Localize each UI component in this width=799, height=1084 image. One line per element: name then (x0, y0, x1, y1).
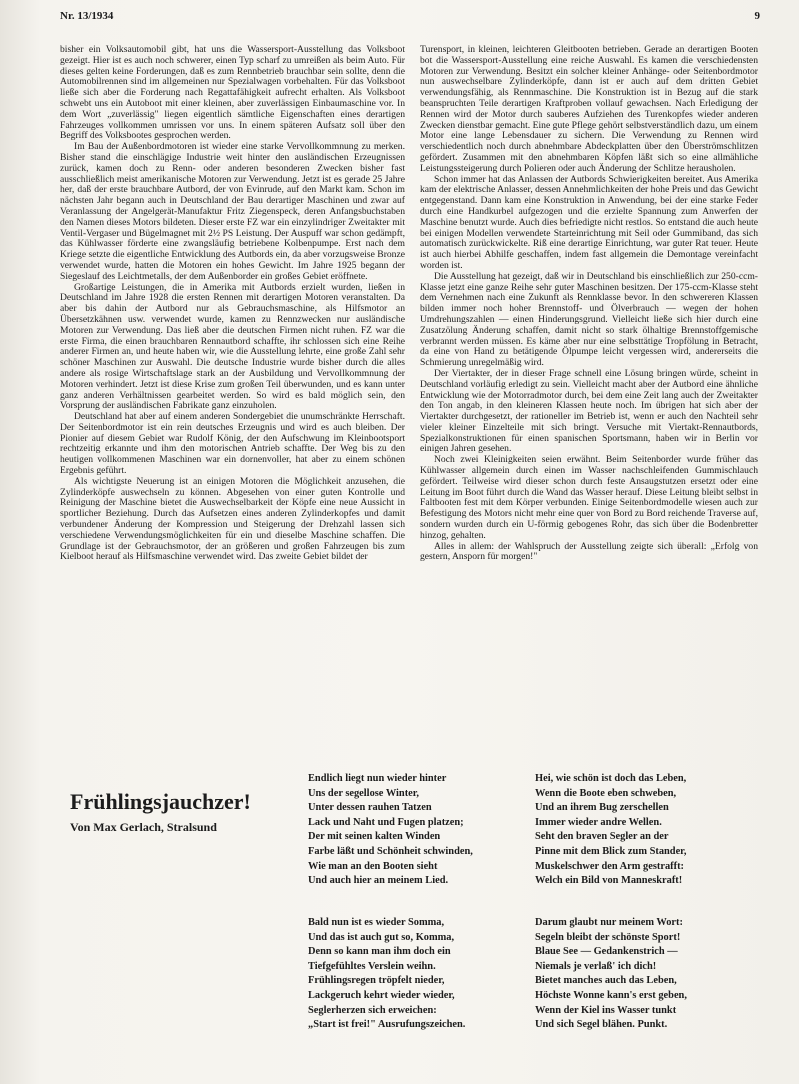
page-header (60, 10, 760, 26)
paragraph: bisher ein Volksautomobil gibt, hat uns die Wassersport-Ausstellung das Volksboot gezeigt. Hier ist es auch noch schwerer, einen Typ scharf zu umreißen als beim Auto. Für dieses gelten keine Forderungen, daß es zum Rennbetrieb brauchbar sein sollte, denn die Automobilrennen sind im allgemeinen nur Spezialwagen vorbehalten. Für das Volksboot ließe sich aber die Forderung nach Regattafähigkeit aufrecht erhalten. Als Volksboot schwebt uns ein Autoboot mit einer kleinen, aber zuverlässigen Einbaumaschine vor. In dem Wort „zuverlässig" liegen eigentlich sämtliche Eigenschaften eines derartigen Fahrzeuges vollkommen umrissen vor uns. In einem späteren Aufsatz soll über den Begriff des Volksbootes gesprochen werden. (60, 45, 405, 142)
paragraph: Noch zwei Kleinigkeiten seien erwähnt. Beim Seitenborder wurde früher das Kühlwasser allgemein durch einen im Wasser nachschleifenden Gummischlauch gefördert. Teilweise wird dieser schon durch feste Ansaugstutzen ersetzt oder eine Leitung im Boot führt durch die Wand das Wasser herauf. Diese Leitung bleibt selbst in Faltbooten fest mit dem Körper verbunden. Einige Seitenbordmodelle wiesen auch zur Befestigung des Motors nicht mehr eine quer von Bord zu Bord reichende Traverse auf, sondern wurden durch ein U-förmig gebogenes Rohr, das sich über die Bodenbretter hinzog, gehalten. (420, 454, 758, 541)
paragraph: Alles in allem: der Wahlspruch der Ausstellung zeigte sich überall: „Erfolg von gestern, Ansporn für morgen!" (420, 540, 758, 563)
poem-line: Blaue See — Gedankenstrich — (535, 946, 678, 958)
poem-line: Und das ist auch gut so, Komma, (308, 931, 455, 943)
poem-line: Unter dessen rauhen Tatzen (308, 802, 432, 814)
poem-line: Höchste Wonne kann's erst geben, (535, 989, 687, 1001)
poem-line: Lack und Naht und Fugen platzen; (308, 816, 464, 828)
poem-line: Seht den braven Segler an der (535, 831, 669, 843)
poem-stanza (308, 916, 465, 1033)
poem-line: Darum glaubt nur meinem Wort: (535, 917, 683, 928)
poem-stanza (535, 772, 686, 889)
poem-line: Denn so kann man ihm doch ein (308, 946, 451, 958)
issue-number: Nr. 13/1934 (60, 10, 114, 22)
poem-stanza (308, 772, 473, 889)
poem-line: Farbe läßt und Schönheit schwinden, (308, 845, 473, 857)
article-column-left (60, 45, 405, 760)
paragraph: Turensport, in kleinen, leichteren Gleitbooten betrieben. Gerade an derartigen Booten bot die Wassersport-Ausstellung eine reiche Auswahl. Es kamen die verschiedensten Motoren zur Verwendung. Besitzt ein solcher kleiner Anhänge- oder Seitenbordmotor nun auswechselbare Zylinderköpfe, dann ist er auch auf dem dritten Gebiet verwendungsfähig, als Rennmaschine. Die Konstruktion ist in Bezug auf die stark beanspruchten Teile derartigen Kraftproben vollauf gewachsen. Nach Erledigung der Rennen wird der Motor durch sauberes Aufziehen des Turenkopfes wieder anderen Zwecken dienstbar gemacht. Eine gute Pflege gehört selbstverständlich dazu, um einem Motor eine lange Lebensdauer zu sichern. Die Verwendung zu Rennen wird verschiedentlich noch durch abnehmbare Abdeckplatten über den Überströmschlitzen gefördert. Zusammen mit den abnehmbaren Köpfen läßt sich so eine allmähliche Leistungssteigerung durch Polieren oder auch Änderung der Schlitze herausholen. (420, 45, 758, 174)
poem-line: „Start ist frei!" Ausrufungszeichen. (308, 1019, 466, 1031)
poem-line: Muskelschwer den Arm gestrafft: (535, 860, 684, 872)
poem-line: Lackgeruch kehrt wieder wieder, (308, 989, 455, 1001)
paragraph: Als wichtigste Neuerung ist an einigen Motoren die Möglichkeit anzusehen, die Zylinderköpfe auswechseln zu können. Abgesehen von einer guten Kontrolle und Reinigung der Maschine bietet die Auswechselbarkeit der Köpfe eine neue Aussicht in sportlicher Beziehung. Durch das Aufsetzen eines anderen Zylinderkopfes und damit verbundener Änderung der Kompression und Steigerung der Drehzahl lassen sich verschiedene Verwendungsmöglichkeiten für ein und dieselbe Maschine schaffen. Die Grundlage ist der Gebrauchsmotor, der an größeren und großen Fahrzeugen bis zum Kielboot herauf als Hilfsmaschine verwendet wird. Das zweite Gebiet bildet der (60, 475, 405, 563)
poem-author: Von Max Gerlach, Stralsund (70, 820, 217, 834)
poem-line: Hei, wie schön ist doch das Leben, (535, 773, 687, 784)
paragraph: Schon immer hat das Anlassen der Autbords Schwierigkeiten bereitet. Aus Amerika kam der elektrische Anlasser, dessen Annehmlichkeiten der hohe Preis und das Gewicht entgegenstand. Dann kam eine Konstruktion in Anwendung, bei der eine starke Feder durch eine Handkurbel aufgezogen und die erzielte Spannung zum Anwerfen der Maschine benutzt wurde. Auch dies befriedigte nicht restlos. So entstand die auch heute bei einigen Modellen verwendete Starteinrichtung mit Seil oder Gummiband, das sich automatisch zurückwickelte. Riß eine derartige Einrichtung, war guter Rat teuer. Heute ist auch hierbei Abhilfe geschaffen, indem fast allgemein die Demontage vereinfacht worden ist. (420, 173, 758, 271)
poem-line: Immer wieder andre Wellen. (535, 816, 662, 828)
poem-line: Bietet manches auch das Leben, (535, 975, 677, 987)
poem-stanza (535, 916, 687, 1033)
poem-line: Wie man an den Booten sieht (308, 860, 438, 872)
paragraph: Die Ausstellung hat gezeigt, daß wir in Deutschland bis einschließlich zur 250-ccm-Klasse jetzt eine ganze Reihe sehr guter Maschinen besitzen. Der 175-ccm-Klasse steht dem Vernehmen nach eine Zukunft als Rennklasse bevor. In den schwereren Klassen bilden immer noch hoher Brennstoff- und Ölverbrauch — wegen der hohen Umdrehungszahlen — einen Hinderungsgrund. Vielleicht ließe sich hier durch eine Zusatzölung Änderung schaffen, damit nicht so stark ölhaltige Brennstoffgemische verbrannt werden müssen. Es käme aber nur eine selbsttätige Tropfölung in Betracht, da eine von Hand zu betätigende Ölpumpe leicht vergessen wird, andererseits die Schmierung unregelmäßig wird. (420, 270, 758, 369)
page-number: 9 (754, 10, 760, 22)
poem-line: Und sich Segel blähen. Punkt. (535, 1019, 668, 1031)
poem-line: Endlich liegt nun wieder hinter (308, 773, 447, 784)
poem-line: Und auch hier an meinem Lied. (308, 875, 449, 887)
poem-line: Pinne mit dem Blick zum Stander, (535, 845, 687, 857)
poem-line: Wenn die Boote eben schweben, (535, 787, 677, 799)
poem-line: Seglerherzen sich erweichen: (308, 1004, 437, 1016)
paragraph: Im Bau der Außenbordmotoren ist wieder eine starke Vervollkommnung zu merken. Bisher stand die einschlägige Industrie weit hinter den ausländischen Erzeugnissen zurück, kamen doch zu Renn- oder anderen besonderen Zwecken bisher fast ausschließlich meist amerikanische Motoren zur Verwendung. Jetzt ist es gerade 25 Jahre her, daß der erste brauchbare Autbord, der von Evinrude, auf den Markt kam. Schon im nächsten Jahr begann auch in Deutschland der Bau derartiger Maschinen und zwar auf Veranlassung der Angelgerät-Manufaktur Fritz Ziegenspeck, deren Anfangsbuchstaben den Namen dieses Motors bildeten. Dieser erste FZ war ein einzylindriger Zweitakter mit Ventil-Vergaser und Bügelmagnet mit 2½ PS Leistung. Der Auspuff war schon gedämpft, das Kühlwasser förderte eine zwangsläufig betriebene Kolbenpumpe. Erst nach dem Kriege setzte die eigentliche Entwicklung des Autbords ein, da aber vorzugsweise Bronze verwendet wurde, hatten die Motoren ein hohes Gewicht. Im Jahre 1925 begann der Siegeslauf des Leichtmetalls, der dem Außenborder ein großes Gebiet eröffnete. (60, 141, 405, 282)
poem-line: Niemals je verlaß' ich dich! (535, 960, 657, 972)
poem-line: Frühlingsregen tröpfelt nieder, (308, 975, 445, 987)
poem-section (60, 766, 760, 1066)
poem-line: Bald nun ist es wieder Somma, (308, 917, 445, 928)
paragraph: Großartige Leistungen, die in Amerika mit Autbords erzielt wurden, ließen in Deutschland im Jahre 1928 die ersten Rennen mit derartigen Motoren veranstalten. Da aber bis dahin der Autbord nur als Gebrauchsmaschine, als Hilfsmotor an Übersetzkähnen usw. verwendet wurde, kamen zu Rennzwecken nur ausländische Motoren zur Verwendung. Das ließ aber die deutschen Firmen nicht ruhen. FZ war die erste Firma, die einen brauchbaren Rennautbord schaffte, ihr schlossen sich eine Reihe anderer Firmen an, und heute haben wir, wie die Ausstellung lehrte, eine große Zahl sehr schöner Maschinen zur Auswahl. Die deutsche Industrie wurde bisher durch die alles andere als rosige Wirtschaftslage stark an der Ausbildung und Vervollkommnung der Motoren verhindert. Jetzt ist diese Krise zum großen Teil überwunden, und es kann unter ganz anderen Verhältnissen gearbeitet werden. So wird es bald möglich sein, den Vorsprung der ausländischen Fabrikate ganz einzuholen. (60, 281, 405, 412)
poem-line: Wenn der Kiel ins Wasser tunkt (535, 1004, 677, 1016)
article-column-right (420, 45, 758, 760)
paragraph: Deutschland hat aber auf einem anderen Sondergebiet die unumschränkte Herrschaft. Der Seitenbordmotor ist ein rein deutsches Erzeugnis und wird es auch bleiben. Der Pionier auf diesem Gebiet war Rudolf König, der den Aufschwung im Kleinbootsport rechtzeitig erkannte und ihm den motorischen Antrieb schaffte. Der Weg bis zu den heutigen vollkommenen Maschinen war ein dornenvoller, hat aber zu einem schönen Ergebnis geführt. (60, 411, 405, 477)
poem-line: Der mit seinen kalten Winden (308, 831, 441, 843)
poem-line: Tiefgefühltes Verslein weihn. (308, 960, 436, 972)
poem-line: Uns der segellose Winter, (308, 787, 420, 799)
poem-title: Frühlingsjauchzer! (70, 789, 251, 814)
paragraph: Der Viertakter, der in dieser Frage schnell eine Lösung bringen würde, scheint in Deutschland vorläufig erledigt zu sein. Vielleicht macht aber der Autbord eine ähnliche Entwicklung wie der Motorradmotor durch, bei dem eine Zeit lang auch der Zweitakter den Ton angab, in den kleineren Klassen heute noch. Im übrigen hat sich aber der Viertakter durchgesetzt, der rationeller im Betrieb ist, wenn er auch den Nachteil sehr vieler kleiner Einzelteile mit sich bringt. Versuche mit Viertakt-Rennautbords, Spezialkonstruktionen für einen spanischen Sportsmann, haben wir in Berlin vor einigen Jahren gesehen. (420, 367, 758, 455)
poem-line: Segeln bleibt der schönste Sport! (535, 931, 681, 943)
poem-line: Und an ihrem Bug zerschellen (535, 802, 669, 814)
poem-line: Welch ein Bild von Manneskraft! (535, 875, 683, 887)
